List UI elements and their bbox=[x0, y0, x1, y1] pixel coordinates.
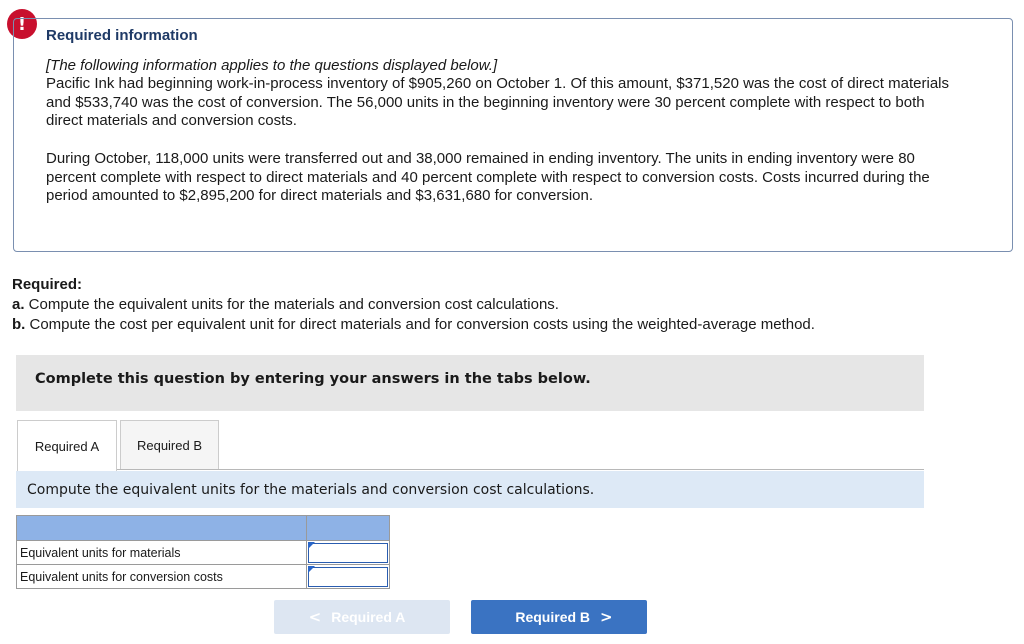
equivalent-units-materials-input[interactable] bbox=[308, 543, 388, 563]
answer-cell bbox=[307, 541, 390, 565]
required-list bbox=[12, 275, 815, 335]
equivalent-units-conversion-input[interactable] bbox=[308, 567, 388, 587]
row-label-conversion: Equivalent units for conversion costs bbox=[17, 565, 307, 589]
info-paragraph-2: During October, 118,000 units were transferred out and 38,000 remained in ending inventory. The units in ending inventory were 80 percent complete with respect to direct materials and 40 percent complete with respect to conversion costs. Costs incurred during the period amounted to $2,895,200 for direct materials and $3,631,680 for conversion. bbox=[46, 150, 930, 204]
prev-required-a-button[interactable] bbox=[274, 600, 450, 634]
table-header-row bbox=[17, 516, 390, 541]
input-marker-icon bbox=[308, 542, 315, 549]
next-button-label: Required B bbox=[515, 609, 591, 625]
required-information-panel bbox=[13, 18, 1013, 252]
required-heading: Required: bbox=[12, 276, 83, 293]
answer-cell bbox=[307, 565, 390, 589]
next-required-b-button[interactable] bbox=[471, 600, 647, 634]
row-label-materials: Equivalent units for materials bbox=[17, 541, 307, 565]
answer-table bbox=[16, 515, 390, 589]
required-item-b bbox=[12, 315, 815, 335]
table-row bbox=[17, 565, 390, 589]
info-paragraph-1: Pacific Ink had beginning work-in-process inventory of $905,260 on October 1. Of this amount, $371,520 was the cost of direct materials and $533,740 was the cost of conversion. The 56,000 units in the beginning inventory were 30 percent complete with respect to both direct materials and conversion costs. bbox=[46, 75, 949, 129]
required-item-a-prefix: a. bbox=[12, 296, 25, 313]
tab-required-a[interactable]: Required A bbox=[17, 420, 117, 471]
instructions-bar bbox=[16, 355, 924, 411]
required-item-b-prefix: b. bbox=[12, 316, 26, 333]
required-item-a-text: Compute the equivalent units for the materials and conversion cost calculations. bbox=[24, 296, 559, 313]
info-note: [The following information applies to the questions displayed below.] bbox=[46, 57, 498, 74]
table-row bbox=[17, 541, 390, 565]
question-prompt-bar bbox=[16, 471, 924, 508]
input-marker-icon bbox=[308, 566, 315, 573]
required-item-b-text: Compute the cost per equivalent unit for direct materials and for conversion costs using the weighted-average method. bbox=[25, 316, 815, 333]
required-item-a bbox=[12, 295, 815, 315]
alert-icon: ! bbox=[7, 9, 37, 39]
table-header-cell bbox=[307, 516, 390, 541]
tab-divider bbox=[117, 469, 924, 470]
info-title: Required information bbox=[46, 27, 198, 44]
chevron-right-icon: > bbox=[600, 608, 613, 626]
instructions-text: Complete this question by entering your answers in the tabs below. bbox=[35, 371, 591, 387]
question-prompt: Compute the equivalent units for the materials and conversion cost calculations. bbox=[27, 482, 595, 498]
chevron-left-icon: < bbox=[308, 608, 322, 626]
prev-button-label: Required A bbox=[331, 609, 406, 625]
table-header-cell bbox=[17, 516, 307, 541]
tab-required-b[interactable]: Required B bbox=[120, 420, 219, 470]
